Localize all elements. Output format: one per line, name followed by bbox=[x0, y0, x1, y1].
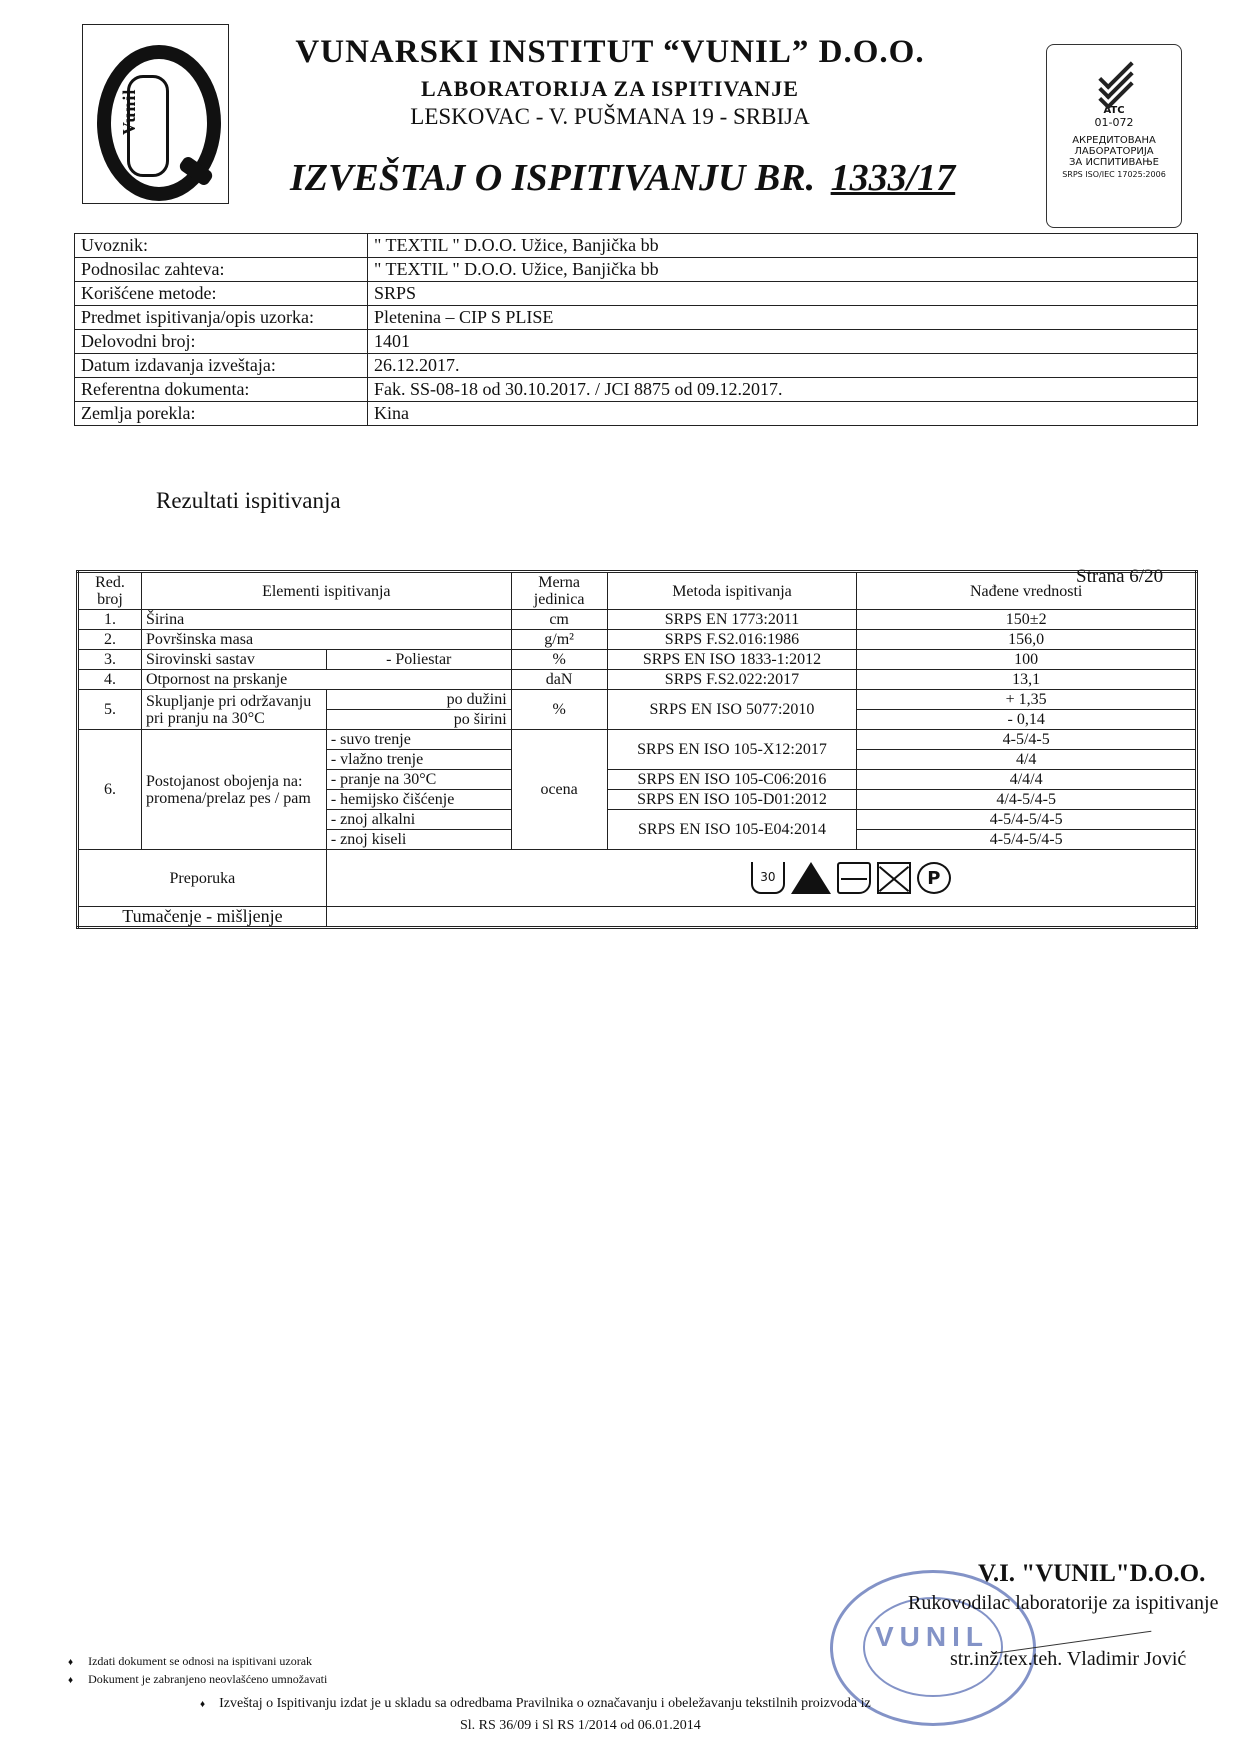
row-method: SRPS EN ISO 1833-1:2012 bbox=[607, 650, 857, 670]
wash-30-icon bbox=[751, 862, 785, 894]
signing-organization: V.I. "VUNIL"D.O.O. bbox=[978, 1560, 1206, 1587]
no-bleach-icon bbox=[791, 862, 831, 894]
bullet-icon: ♦ bbox=[68, 1675, 74, 1686]
info-value: SRPS bbox=[368, 282, 1198, 306]
info-label: Zemlja porekla: bbox=[75, 402, 368, 426]
table-row bbox=[78, 630, 1197, 650]
row-element: Širina bbox=[141, 610, 511, 630]
row-value: 156,0 bbox=[857, 630, 1197, 650]
interpretation-row bbox=[78, 907, 1197, 928]
row-value: 4/4 bbox=[857, 750, 1197, 770]
row-unit: daN bbox=[511, 670, 607, 690]
row-subelement: po širini bbox=[326, 710, 511, 730]
row-value: 4/4-5/4-5 bbox=[857, 790, 1197, 810]
footer-note bbox=[68, 1654, 312, 1669]
table-row bbox=[78, 610, 1197, 630]
info-value: " TEXTIL " D.O.O. Užice, Banjička bb bbox=[368, 258, 1198, 282]
info-label: Referentna dokumenta: bbox=[75, 378, 368, 402]
row-method: SRPS F.S2.022:2017 bbox=[607, 670, 857, 690]
table-row bbox=[78, 650, 1197, 670]
info-label: Datum izdavanja izveštaja: bbox=[75, 354, 368, 378]
row-value: 4-5/4-5/4-5 bbox=[857, 830, 1197, 850]
col-header-element: Elementi ispitivanja bbox=[141, 572, 511, 610]
row-subelement: - Poliestar bbox=[326, 650, 511, 670]
info-row bbox=[75, 306, 1198, 330]
info-label: Podnosilac zahteva: bbox=[75, 258, 368, 282]
col-header-method: Metoda ispitivanja bbox=[607, 572, 857, 610]
footer-note bbox=[68, 1672, 327, 1687]
accreditation-standard: SRPS ISO/IEC 17025:2006 bbox=[1062, 170, 1166, 179]
row-no: 6. bbox=[78, 730, 142, 850]
no-tumble-dry-icon bbox=[877, 862, 911, 894]
row-method: SRPS EN 1773:2011 bbox=[607, 610, 857, 630]
stamp-text: VUNIL bbox=[875, 1621, 989, 1652]
accreditation-badge bbox=[1046, 44, 1182, 228]
dry-clean-letter: P bbox=[927, 867, 941, 889]
row-method: SRPS EN ISO 105-C06:2016 bbox=[607, 770, 857, 790]
row-element: Skupljanje pri održavanju pri pranju na 30°C bbox=[141, 690, 326, 730]
row-value: 13,1 bbox=[857, 670, 1197, 690]
institute-address: LESKOVAC - V. PUŠMANA 19 - SRBIJA bbox=[410, 104, 810, 129]
info-label: Korišćene metode: bbox=[75, 282, 368, 306]
info-value: " TEXTIL " D.O.O. Užice, Banjička bb bbox=[368, 234, 1198, 258]
bullet-icon: ♦ bbox=[200, 1699, 206, 1710]
info-row bbox=[75, 234, 1198, 258]
row-unit: % bbox=[511, 650, 607, 670]
info-row bbox=[75, 282, 1198, 306]
table-row bbox=[78, 670, 1197, 690]
info-label: Uvoznik: bbox=[75, 234, 368, 258]
info-value: 1401 bbox=[368, 330, 1198, 354]
accreditation-text-line2: ЛАБОРАТОРИЈА bbox=[1074, 146, 1154, 157]
row-element: Sirovinski sastav bbox=[141, 650, 326, 670]
row-value: + 1,35 bbox=[857, 690, 1197, 710]
note-text: Izdati dokument se odnosi na ispitivani uzorak bbox=[88, 1654, 313, 1668]
info-row bbox=[75, 402, 1198, 426]
table-row bbox=[78, 730, 1197, 750]
row-no: 3. bbox=[78, 650, 142, 670]
table-row bbox=[78, 690, 1197, 710]
results-heading: Rezultati ispitivanja bbox=[156, 488, 341, 513]
row-element: Površinska masa bbox=[141, 630, 511, 650]
accreditation-check-icon bbox=[1094, 59, 1134, 103]
row-unit: ocena bbox=[511, 730, 607, 850]
row-method: SRPS EN ISO 105-E04:2014 bbox=[607, 810, 857, 850]
info-row bbox=[75, 330, 1198, 354]
row-method: SRPS F.S2.016:1986 bbox=[607, 630, 857, 650]
row-subelement: - pranje na 30°C bbox=[326, 770, 511, 790]
info-row bbox=[75, 354, 1198, 378]
row-element: Postojanost obojenja na: promena/prelaz pes / pam bbox=[141, 730, 326, 850]
accreditation-text-line3: ЗА ИСПИТИВАЊЕ bbox=[1069, 157, 1159, 168]
row-value: 150±2 bbox=[857, 610, 1197, 630]
row-unit: cm bbox=[511, 610, 607, 630]
institute-logo bbox=[82, 24, 229, 204]
bullet-icon: ♦ bbox=[68, 1657, 74, 1668]
row-method: SRPS EN ISO 105-D01:2012 bbox=[607, 790, 857, 810]
info-row bbox=[75, 258, 1198, 282]
page-number: Strana 6/20 bbox=[1076, 566, 1164, 587]
report-number: 1333/17 bbox=[830, 157, 956, 199]
accreditation-text-line1: АКРЕДИТОВАНА bbox=[1072, 135, 1156, 146]
table-header-row bbox=[78, 572, 1197, 610]
sample-info-table bbox=[74, 233, 1198, 426]
row-subelement: - hemijsko čišćenje bbox=[326, 790, 511, 810]
note-text: Dokument je zabranjeno neovlašćeno umnožavati bbox=[88, 1672, 328, 1686]
row-unit: g/m² bbox=[511, 630, 607, 650]
info-label: Delovodni broj: bbox=[75, 330, 368, 354]
accreditation-text bbox=[1047, 135, 1181, 168]
footer-note-continued: Sl. RS 36/09 i Sl RS 1/2014 od 06.01.2014 bbox=[460, 1718, 701, 1733]
note-text: Izveštaj o Ispitivanju izdat je u skladu sa odredbama Pravilnika o označavanju i obeležavanju tekstilnih proizvoda iz bbox=[219, 1696, 871, 1711]
row-value: 4-5/4-5/4-5 bbox=[857, 810, 1197, 830]
row-subelement: - znoj kiseli bbox=[326, 830, 511, 850]
row-unit: % bbox=[511, 690, 607, 730]
footer-note bbox=[200, 1696, 871, 1712]
row-method: SRPS EN ISO 5077:2010 bbox=[607, 690, 857, 730]
interpretation-label: Tumačenje - mišljenje bbox=[78, 907, 327, 928]
wash-temp: 30 bbox=[760, 869, 776, 884]
iron-low-icon bbox=[837, 862, 871, 894]
row-element: Otpornost na prskanje bbox=[141, 670, 511, 690]
test-results-table bbox=[76, 570, 1198, 929]
row-subelement: - suvo trenje bbox=[326, 730, 511, 750]
accreditation-code: ATC bbox=[1103, 105, 1125, 116]
row-subelement: - znoj alkalni bbox=[326, 810, 511, 830]
recommendation-label: Preporuka bbox=[78, 850, 327, 907]
accreditation-number: 01-072 bbox=[1094, 116, 1134, 129]
row-value: 100 bbox=[857, 650, 1197, 670]
laboratory-name: LABORATORIJA ZA ISPITIVANJE bbox=[421, 76, 799, 101]
row-method: SRPS EN ISO 105-X12:2017 bbox=[607, 730, 857, 770]
col-header-value: Nađene vrednosti bbox=[857, 572, 1197, 610]
row-no: 2. bbox=[78, 630, 142, 650]
signatory-name: str.inž.tex.teh. Vladimir Jović bbox=[950, 1648, 1187, 1670]
info-value: Fak. SS-08-18 od 30.10.2017. / JCI 8875 od 09.12.2017. bbox=[368, 378, 1198, 402]
logo-word: Vunil bbox=[119, 88, 139, 135]
row-value: 4/4/4 bbox=[857, 770, 1197, 790]
row-subelement: po dužini bbox=[326, 690, 511, 710]
row-no: 4. bbox=[78, 670, 142, 690]
recommendation-row bbox=[78, 850, 1197, 907]
info-value: Pletenina – CIP S PLISE bbox=[368, 306, 1198, 330]
report-label: IZVEŠTAJ O ISPITIVANJU BR. bbox=[290, 157, 816, 199]
row-subelement: - vlažno trenje bbox=[326, 750, 511, 770]
row-no: 1. bbox=[78, 610, 142, 630]
care-symbols bbox=[326, 850, 1196, 907]
signatory-title: Rukovodilac laboratorije za ispitivanje bbox=[908, 1592, 1219, 1614]
row-value: 4-5/4-5 bbox=[857, 730, 1197, 750]
info-row bbox=[75, 378, 1198, 402]
info-value: Kina bbox=[368, 402, 1198, 426]
report-title bbox=[290, 156, 961, 200]
dry-clean-p-icon bbox=[917, 862, 951, 894]
institute-title: VUNARSKI INSTITUT “VUNIL” D.O.O. bbox=[295, 34, 925, 70]
col-header-no: Red. broj bbox=[78, 572, 142, 610]
row-value: - 0,14 bbox=[857, 710, 1197, 730]
interpretation-value bbox=[326, 907, 1196, 928]
info-value: 26.12.2017. bbox=[368, 354, 1198, 378]
info-label: Predmet ispitivanja/opis uzorka: bbox=[75, 306, 368, 330]
row-no: 5. bbox=[78, 690, 142, 730]
col-header-unit: Merna jedinica bbox=[511, 572, 607, 610]
